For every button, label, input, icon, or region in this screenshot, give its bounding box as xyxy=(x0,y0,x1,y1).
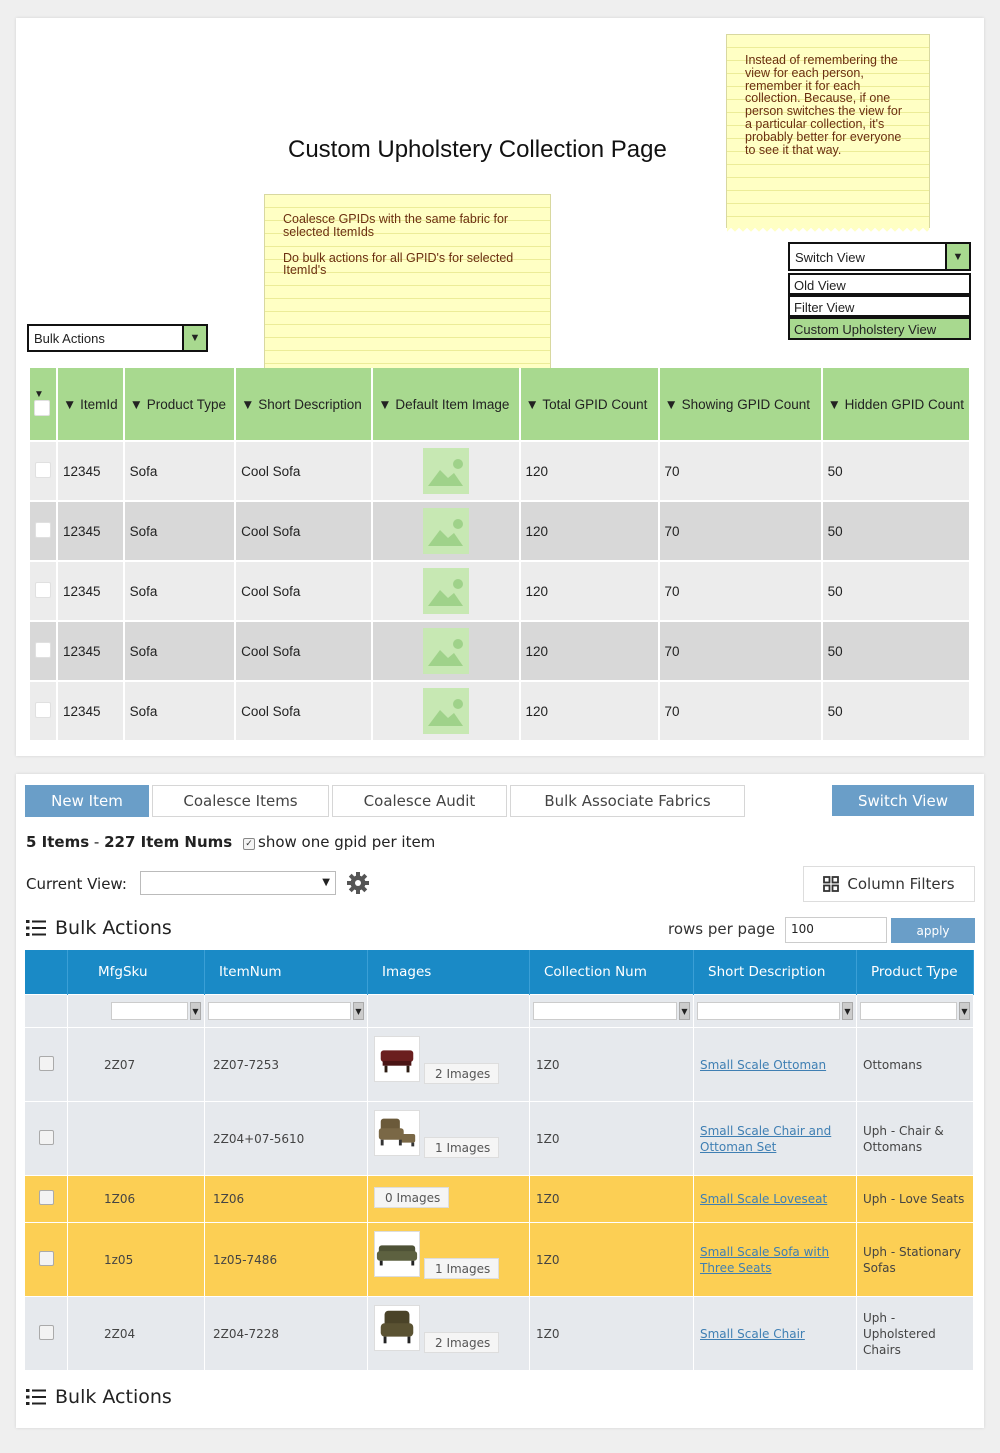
table-row xyxy=(30,501,970,561)
grid-icon xyxy=(823,876,839,892)
cell-mfgsku: 2Z07 xyxy=(68,1028,205,1102)
item-nums-count: 227 Item Nums xyxy=(104,833,233,851)
row-select-cell xyxy=(25,1102,68,1176)
select-all-header xyxy=(30,368,57,441)
cell-showing-gpid: 70 xyxy=(659,621,822,681)
image-count-badge[interactable]: 2 Images xyxy=(424,1332,499,1353)
cell-default-image xyxy=(372,681,519,740)
filter-icon[interactable]: ▼ xyxy=(842,1002,853,1020)
image-count-badge[interactable]: 1 Images xyxy=(424,1137,499,1158)
current-view-select[interactable] xyxy=(140,871,336,895)
column-header-hidden-gpid-count[interactable]: ▼ Hidden GPID Count xyxy=(822,368,970,441)
items-table xyxy=(25,950,974,1370)
cell-product-type xyxy=(857,1028,974,1102)
cell-showing-gpid: 70 xyxy=(659,681,822,740)
column-header-images[interactable]: Images xyxy=(368,950,530,995)
tab-coalesce-audit[interactable]: Coalesce Audit xyxy=(332,785,507,817)
cell-itemid: 12345 xyxy=(57,621,124,681)
cell-total-gpid: 120 xyxy=(520,621,659,681)
filter-cell xyxy=(205,995,368,1028)
filter-icon[interactable]: ▼ xyxy=(353,1002,364,1020)
filter-cell xyxy=(68,995,205,1028)
page-title: Custom Upholstery Collection Page xyxy=(288,136,667,163)
column-header-itemid[interactable]: ▼ ItemId xyxy=(57,368,124,441)
cell-product-type: Sofa xyxy=(124,441,235,501)
table-row[interactable] xyxy=(25,1297,974,1371)
image-count-badge[interactable]: 2 Images xyxy=(424,1063,499,1084)
cell-itemid: 12345 xyxy=(57,681,124,740)
caret-down-icon: ▼ xyxy=(322,877,330,888)
image-count-badge[interactable]: 0 Images xyxy=(374,1187,449,1208)
filter-input-collection-num[interactable] xyxy=(533,1002,677,1020)
view-option-old[interactable]: Old View xyxy=(788,273,971,295)
table-header-row xyxy=(30,368,970,441)
cell-short-description: Cool Sofa xyxy=(235,621,372,681)
current-view-label: Current View: xyxy=(26,875,127,893)
cell-product-type xyxy=(857,1176,974,1223)
switch-view-dropdown[interactable] xyxy=(788,242,971,271)
cell-collection-num: 1Z0 xyxy=(530,1223,694,1297)
tab-bulk-associate-fabrics[interactable]: Bulk Associate Fabrics xyxy=(510,785,745,817)
cell-mfgsku: 2Z04 xyxy=(68,1297,205,1371)
app-panel xyxy=(16,774,984,1428)
table-row xyxy=(30,681,970,740)
cell-collection-num: 1Z0 xyxy=(530,1297,694,1371)
table-row xyxy=(30,441,970,501)
rows-per-page-label: rows per page xyxy=(668,920,776,938)
cell-images xyxy=(368,1102,530,1176)
switch-view-button[interactable]: Switch View xyxy=(832,785,974,816)
switch-view-label: Switch View xyxy=(795,250,865,265)
row-select-cell xyxy=(30,681,57,740)
sticky-note-line: Do bulk actions for all GPID's for selected ItemId's xyxy=(283,250,514,278)
row-checkbox[interactable] xyxy=(35,522,51,538)
row-select-cell xyxy=(25,1223,68,1297)
cell-itemnum: 2Z07-7253 xyxy=(205,1028,368,1102)
filter-cell-empty xyxy=(25,995,68,1028)
image-placeholder-icon[interactable] xyxy=(423,688,469,734)
table-row[interactable] xyxy=(25,1102,974,1176)
column-header-mfgsku[interactable]: MfgSku xyxy=(68,950,205,995)
column-header-default-item-image[interactable]: ▼ Default Item Image xyxy=(372,368,519,441)
view-option-filter[interactable]: Filter View xyxy=(788,295,971,317)
cell-product-type xyxy=(857,1102,974,1176)
product-thumbnail[interactable] xyxy=(374,1305,420,1351)
cell-showing-gpid: 70 xyxy=(659,501,822,561)
cell-total-gpid: 120 xyxy=(520,441,659,501)
cell-itemnum: 2Z04-7228 xyxy=(205,1297,368,1371)
table-header-row xyxy=(25,950,974,995)
cell-short-description: Cool Sofa xyxy=(235,681,372,740)
filter-cell xyxy=(530,995,694,1028)
select-all-checkbox[interactable] xyxy=(34,400,50,416)
cell-total-gpid: 120 xyxy=(520,501,659,561)
cell-short-description xyxy=(694,1176,857,1223)
bulk-actions-label: Bulk Actions xyxy=(55,1386,172,1408)
items-count: 5 Items xyxy=(26,833,90,851)
gear-icon[interactable] xyxy=(346,871,370,895)
cell-itemnum: 1z05-7486 xyxy=(205,1223,368,1297)
filter-row xyxy=(25,995,974,1028)
product-type-text: Chairs xyxy=(863,1342,901,1357)
table-row[interactable] xyxy=(25,1176,974,1223)
cell-hidden-gpid: 50 xyxy=(822,561,970,621)
cell-product-type: Sofa xyxy=(124,501,235,561)
bulk-actions-label: Bulk Actions xyxy=(34,331,105,346)
item-counts xyxy=(26,833,435,851)
table-row[interactable] xyxy=(25,1223,974,1297)
cell-hidden-gpid: 50 xyxy=(822,621,970,681)
cell-default-image xyxy=(372,621,519,681)
column-filters-button[interactable] xyxy=(803,866,975,902)
filter-icon[interactable]: ▼ xyxy=(190,1002,201,1020)
column-header-showing-gpid-count[interactable]: ▼ Showing GPID Count xyxy=(659,368,822,441)
filter-cell xyxy=(694,995,857,1028)
table-row xyxy=(30,561,970,621)
apply-button[interactable]: apply xyxy=(891,918,975,943)
image-placeholder-icon[interactable] xyxy=(423,448,469,494)
cell-itemid: 12345 xyxy=(57,441,124,501)
filter-input-mfgsku[interactable] xyxy=(111,1002,188,1020)
cell-default-image xyxy=(372,441,519,501)
row-select-cell xyxy=(30,561,57,621)
short-description-link[interactable]: Three Seats xyxy=(700,1260,772,1275)
cell-images xyxy=(368,1223,530,1297)
list-icon xyxy=(26,919,46,937)
cell-hidden-gpid: 50 xyxy=(822,681,970,740)
column-filters-label: Column Filters xyxy=(847,875,955,893)
cell-showing-gpid: 70 xyxy=(659,561,822,621)
cell-product-type: Sofa xyxy=(124,621,235,681)
image-placeholder-icon[interactable] xyxy=(423,508,469,554)
table-row xyxy=(30,621,970,681)
wireframe-table xyxy=(30,368,971,740)
row-checkbox[interactable] xyxy=(35,462,51,478)
filter-cell-empty xyxy=(368,995,530,1028)
cell-mfgsku xyxy=(68,1102,205,1176)
column-header-short-description[interactable]: Short Description xyxy=(694,950,857,995)
cell-product-type: Sofa xyxy=(124,561,235,621)
column-header-total-gpid-count[interactable]: ▼ Total GPID Count xyxy=(520,368,659,441)
product-type-text: Ottomans xyxy=(863,1057,923,1072)
row-checkbox[interactable] xyxy=(39,1056,54,1071)
column-header-product-type[interactable]: Product Type xyxy=(857,950,974,995)
row-select-cell xyxy=(30,621,57,681)
product-thumbnail[interactable] xyxy=(374,1036,420,1082)
chevron-down-icon: ▼ xyxy=(182,326,206,350)
sort-icon: ▼ xyxy=(34,388,44,400)
short-description-link[interactable]: Small Scale Loveseat xyxy=(700,1192,828,1206)
row-select-cell xyxy=(30,501,57,561)
image-placeholder-icon[interactable] xyxy=(423,628,469,674)
show-one-gpid-checkbox[interactable]: ✓ xyxy=(243,838,255,850)
sticky-note-coalesce xyxy=(264,194,551,372)
cell-images xyxy=(368,1297,530,1371)
cell-short-description xyxy=(694,1223,857,1297)
cell-short-description: Cool Sofa xyxy=(235,501,372,561)
bulk-actions-label: Bulk Actions xyxy=(55,917,172,939)
column-header-product-type[interactable]: ▼ Product Type xyxy=(124,368,235,441)
tab-new-item[interactable]: New Item xyxy=(25,785,149,817)
count-separator: - xyxy=(89,833,105,851)
row-checkbox[interactable] xyxy=(39,1251,54,1266)
cell-collection-num: 1Z0 xyxy=(530,1102,694,1176)
cell-hidden-gpid: 50 xyxy=(822,441,970,501)
short-description-link[interactable]: Small Scale Ottoman xyxy=(700,1057,827,1072)
table-row[interactable] xyxy=(25,1028,974,1102)
row-checkbox[interactable] xyxy=(39,1325,54,1340)
filter-input-short-description[interactable] xyxy=(697,1002,840,1020)
filter-icon[interactable]: ▼ xyxy=(679,1002,690,1020)
row-select-cell xyxy=(25,1297,68,1371)
filter-input-product-type[interactable] xyxy=(860,1002,957,1020)
cell-showing-gpid: 70 xyxy=(659,441,822,501)
cell-mfgsku: 1Z06 xyxy=(68,1176,205,1223)
sticky-note-line: Coalesce GPIDs with the same fabric for selected ItemIds xyxy=(283,212,509,239)
cell-short-description: Cool Sofa xyxy=(235,441,372,501)
cell-short-description: Cool Sofa xyxy=(235,561,372,621)
row-select-cell xyxy=(25,1028,68,1102)
row-select-cell xyxy=(30,441,57,501)
row-checkbox[interactable] xyxy=(35,642,51,658)
rows-per-page-input[interactable]: 100 xyxy=(785,917,887,943)
cell-mfgsku: 1z05 xyxy=(68,1223,205,1297)
cell-product-type xyxy=(857,1297,974,1371)
sticky-note-text: Instead of remembering the view for each person, remember it for each collection. Because, if one person switches the view for a particular collection, it's probably better for everyone to see it that way. xyxy=(745,53,903,157)
cell-default-image xyxy=(372,561,519,621)
list-icon xyxy=(26,1388,46,1406)
column-header-short-description[interactable]: ▼ Short Description xyxy=(235,368,372,441)
filter-icon[interactable]: ▼ xyxy=(959,1002,970,1020)
bulk-actions-dropdown[interactable] xyxy=(27,324,208,352)
tab-coalesce-items[interactable]: Coalesce Items xyxy=(152,785,329,817)
row-checkbox[interactable] xyxy=(39,1130,54,1145)
row-select-cell xyxy=(25,1176,68,1223)
cell-itemnum: 2Z04+07-5610 xyxy=(205,1102,368,1176)
wireframe-panel xyxy=(16,18,984,756)
cell-images xyxy=(368,1176,530,1223)
cell-itemid: 12345 xyxy=(57,501,124,561)
product-type-text: Uph - Chair & Ottomans xyxy=(863,1123,944,1154)
cell-product-type: Sofa xyxy=(124,681,235,740)
column-header-itemnum[interactable]: ItemNum xyxy=(205,950,368,995)
cell-short-description xyxy=(694,1028,857,1102)
filter-cell xyxy=(857,995,974,1028)
cell-itemnum: 1Z06 xyxy=(205,1176,368,1223)
cell-total-gpid: 120 xyxy=(520,681,659,740)
short-description-link[interactable]: Small Scale Chair and xyxy=(700,1123,832,1138)
cell-short-description xyxy=(694,1102,857,1176)
cell-total-gpid: 120 xyxy=(520,561,659,621)
sticky-note-view-memory xyxy=(726,34,930,228)
cell-hidden-gpid: 50 xyxy=(822,501,970,561)
product-thumbnail[interactable] xyxy=(374,1110,420,1156)
cell-short-description xyxy=(694,1297,857,1371)
column-header-collection-num[interactable]: Collection Num xyxy=(530,950,694,995)
product-thumbnail[interactable] xyxy=(374,1231,420,1277)
product-type-text: Uph - Stationary Sofas xyxy=(863,1244,962,1275)
show-one-gpid-label: show one gpid per item xyxy=(258,833,436,851)
image-placeholder-icon[interactable] xyxy=(423,568,469,614)
short-description-link[interactable]: Ottoman Set xyxy=(700,1139,777,1154)
cell-product-type xyxy=(857,1223,974,1297)
view-option-custom-upholstery[interactable]: Custom Upholstery View xyxy=(788,317,971,340)
bulk-actions-menu-bottom[interactable] xyxy=(26,1386,172,1408)
chevron-down-icon: ▼ xyxy=(945,244,969,269)
cell-default-image xyxy=(372,501,519,561)
cell-collection-num: 1Z0 xyxy=(530,1028,694,1102)
cell-collection-num: 1Z0 xyxy=(530,1176,694,1223)
image-count-badge[interactable]: 1 Images xyxy=(424,1258,499,1279)
row-checkbox[interactable] xyxy=(35,702,51,718)
filter-input-itemnum[interactable] xyxy=(208,1002,351,1020)
product-type-text: Uph - Upholstered xyxy=(863,1310,936,1341)
row-checkbox[interactable] xyxy=(39,1190,54,1205)
cell-images xyxy=(368,1028,530,1102)
select-column-header xyxy=(25,950,68,995)
short-description-link[interactable]: Small Scale Sofa with xyxy=(700,1244,830,1259)
bulk-actions-menu[interactable] xyxy=(26,917,172,939)
row-checkbox[interactable] xyxy=(35,582,51,598)
short-description-link[interactable]: Small Scale Chair xyxy=(700,1326,805,1341)
product-type-text: Uph - Love Seats xyxy=(863,1192,965,1206)
cell-itemid: 12345 xyxy=(57,561,124,621)
